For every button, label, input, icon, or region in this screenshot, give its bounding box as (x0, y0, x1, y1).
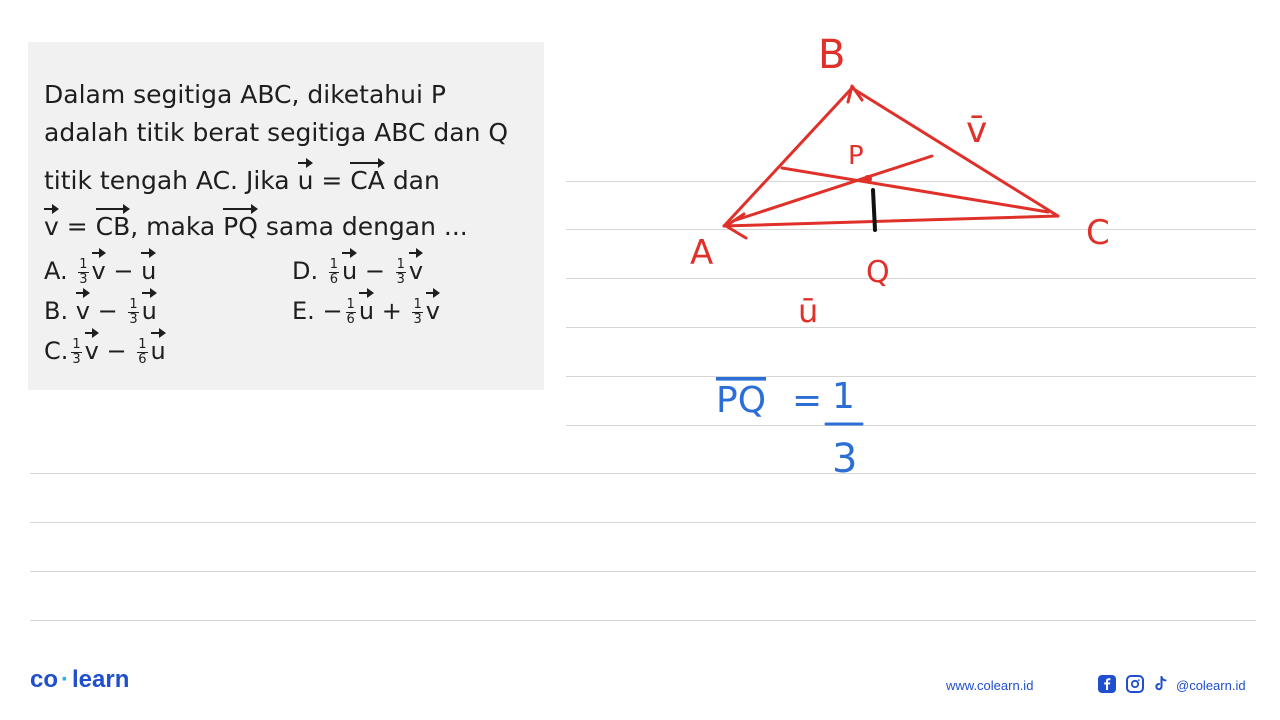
triangle-sketch (560, 20, 1200, 490)
fraction: $\frac{1}{3}$ (72, 336, 81, 367)
option-d[interactable] (292, 252, 423, 287)
answer-numerator: 1 (832, 376, 855, 417)
vector-term: v (85, 332, 99, 366)
side-ab (724, 88, 852, 226)
option-b[interactable] (44, 292, 157, 327)
answer-denominator: 3 (832, 436, 858, 482)
fraction: $\frac{1}{3}$ (413, 296, 422, 327)
option-e[interactable] (292, 292, 440, 327)
side-ac (724, 216, 1058, 226)
vector-ca: CA (350, 162, 385, 196)
vector-term: v (92, 252, 106, 286)
option-label: B. (44, 297, 69, 325)
question-line-4 (44, 208, 468, 242)
tiktok-icon[interactable] (1152, 675, 1170, 693)
vector-term: v (426, 292, 440, 326)
operator: − (106, 337, 127, 365)
option-a[interactable] (44, 252, 156, 287)
fraction: $\frac{1}{6}$ (346, 296, 355, 327)
question-line-3 (44, 162, 440, 196)
option-label: D. (292, 257, 319, 285)
equals-sign: = (66, 212, 88, 241)
point-p (864, 175, 872, 183)
vector-v: v (44, 208, 59, 242)
fraction: $\frac{1}{6}$ (138, 336, 147, 367)
label-q: Q (866, 255, 890, 290)
option-c[interactable] (44, 332, 166, 367)
question-text: , maka (130, 212, 216, 241)
label-p: P (848, 141, 864, 171)
question-text: dan (392, 166, 440, 195)
vector-term: u (359, 292, 374, 326)
website-link[interactable]: www.colearn.id (946, 678, 1034, 693)
operator: − (364, 257, 385, 285)
fraction: $\frac{1}{6}$ (329, 256, 339, 287)
operator: − (113, 257, 134, 285)
answer-lhs: PQ (716, 380, 767, 421)
vector-u: u (298, 162, 314, 196)
ruled-line (30, 571, 1256, 572)
label-u: ū (798, 292, 819, 330)
option-label: C. (44, 337, 69, 365)
label-v: v̄ (966, 110, 988, 151)
instagram-icon[interactable] (1126, 675, 1144, 693)
sign: − (322, 297, 343, 325)
vector-term: u (142, 292, 157, 326)
question-text: sama dengan ... (265, 212, 468, 241)
vector-pq: PQ (223, 208, 258, 242)
fraction: $\frac{1}{3}$ (396, 256, 405, 287)
vector-term: u (342, 252, 357, 286)
vector-term: u (151, 332, 166, 366)
question-line-2: adalah titik berat segitiga ABC dan Q (44, 118, 509, 147)
operator: − (97, 297, 118, 325)
question-line-1: Dalam segitiga ABC, diketahui P (44, 80, 446, 109)
question-text: titik tengah AC. Jika (44, 166, 290, 195)
colearn-logo[interactable]: co · learn (30, 666, 130, 693)
vector-term: v (76, 292, 90, 326)
vector-term: v (409, 252, 423, 286)
label-c: C (1086, 213, 1110, 253)
option-label: E. (292, 297, 315, 325)
social-handle[interactable]: @colearn.id (1176, 678, 1246, 693)
facebook-icon[interactable] (1098, 675, 1116, 693)
segment-pq (873, 190, 875, 230)
fraction: $\frac{1}{3}$ (129, 296, 138, 327)
answer-equals: = (792, 380, 823, 421)
question-card (28, 42, 544, 390)
ruled-line (30, 620, 1256, 621)
fraction: $\frac{1}{3}$ (79, 256, 88, 287)
ruled-line (30, 522, 1256, 523)
vector-term: u (141, 252, 156, 286)
equals-sign: = (321, 166, 343, 195)
vector-cb: CB (96, 208, 131, 242)
option-label: A. (44, 257, 68, 285)
label-b: B (818, 32, 846, 78)
label-a: A (690, 233, 714, 273)
median-line (782, 168, 1048, 212)
operator: + (381, 297, 402, 325)
